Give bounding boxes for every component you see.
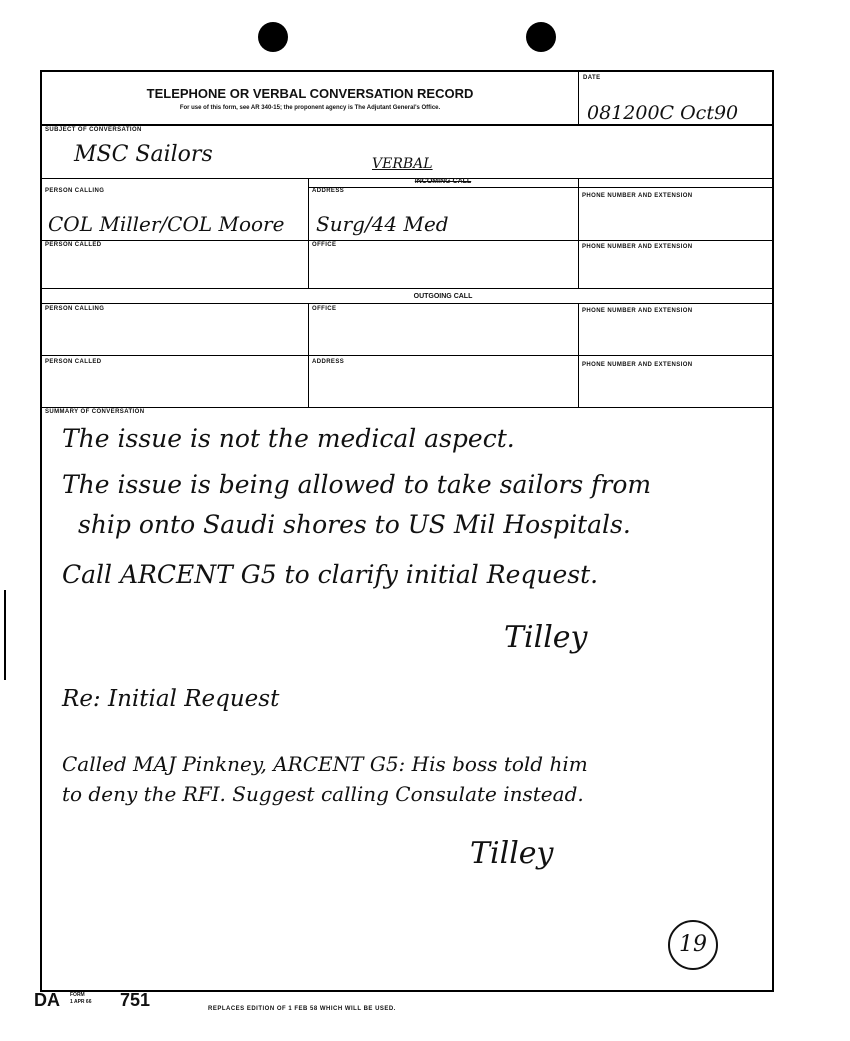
signature-2: Tilley (470, 836, 554, 871)
replaces-note: REPLACES EDITION OF 1 FEB 58 WHICH WILL BE USED. (208, 1006, 396, 1012)
subject-label: SUBJECT OF CONVERSATION (45, 127, 142, 133)
followup-line-2: to deny the RFI. Suggest calling Consulate instead. (62, 782, 584, 806)
outgoing-phone-calling-label: PHONE NUMBER AND EXTENSION (582, 308, 693, 314)
form-word: FORM (70, 992, 85, 998)
summary-line-3: ship onto Saudi shores to US Mil Hospitals. (78, 510, 631, 539)
followup-line-1: Called MAJ Pinkney, ARCENT G5: His boss told him (62, 752, 588, 776)
page-edge-mark (4, 590, 6, 680)
signature-1: Tilley (504, 620, 588, 655)
verbal-mark: VERBAL (372, 156, 433, 172)
form-number: 751 (120, 990, 151, 1010)
outgoing-phone-called-label: PHONE NUMBER AND EXTENSION (582, 362, 693, 368)
incoming-person-calling: COL Miller/COL Moore (48, 212, 285, 236)
summary-line-2: The issue is being allowed to take sailors from (62, 470, 652, 499)
outgoing-call-label: OUTGOING CALL (413, 293, 473, 300)
form-date: 1 APR 66 (70, 999, 92, 1005)
incoming-call-label: INCOMING CALL (414, 178, 472, 185)
subject-value: MSC Sailors (74, 142, 213, 167)
form-subtitle: For use of this form, see AR 340-15; the proponent agency is The Adjutant General's Office. (179, 105, 441, 111)
date-label: DATE (583, 75, 601, 81)
incoming-person-called-label: PERSON CALLED (45, 242, 102, 248)
summary-line-4: Call ARCENT G5 to clarify initial Request. (62, 560, 599, 589)
outgoing-address-label: ADDRESS (312, 359, 345, 365)
outgoing-person-called-label: PERSON CALLED (45, 359, 102, 365)
outgoing-person-calling-label: PERSON CALLING (45, 306, 105, 312)
summary-line-1: The issue is not the medical aspect. (62, 424, 515, 453)
incoming-phone-called-label: PHONE NUMBER AND EXTENSION (582, 244, 693, 250)
outgoing-office-label: OFFICE (312, 306, 337, 312)
summary-label: SUMMARY OF CONVERSATION (45, 409, 145, 415)
page-number-circle: 19 (668, 920, 718, 970)
incoming-phone-calling-label: PHONE NUMBER AND EXTENSION (582, 193, 693, 199)
form-id: DA (34, 990, 60, 1010)
binder-hole-right (526, 22, 556, 52)
incoming-address: Surg/44 Med (316, 212, 449, 236)
incoming-person-calling-label: PERSON CALLING (45, 188, 105, 194)
re-line: Re: Initial Request (62, 686, 280, 712)
incoming-office-label: OFFICE (312, 242, 337, 248)
form-title: TELEPHONE OR VERBAL CONVERSATION RECORD (146, 86, 474, 101)
binder-hole-left (258, 22, 288, 52)
incoming-address-label: ADDRESS (312, 188, 345, 194)
date-value: 081200C Oct90 (587, 102, 739, 124)
conversation-record-form (40, 70, 774, 992)
